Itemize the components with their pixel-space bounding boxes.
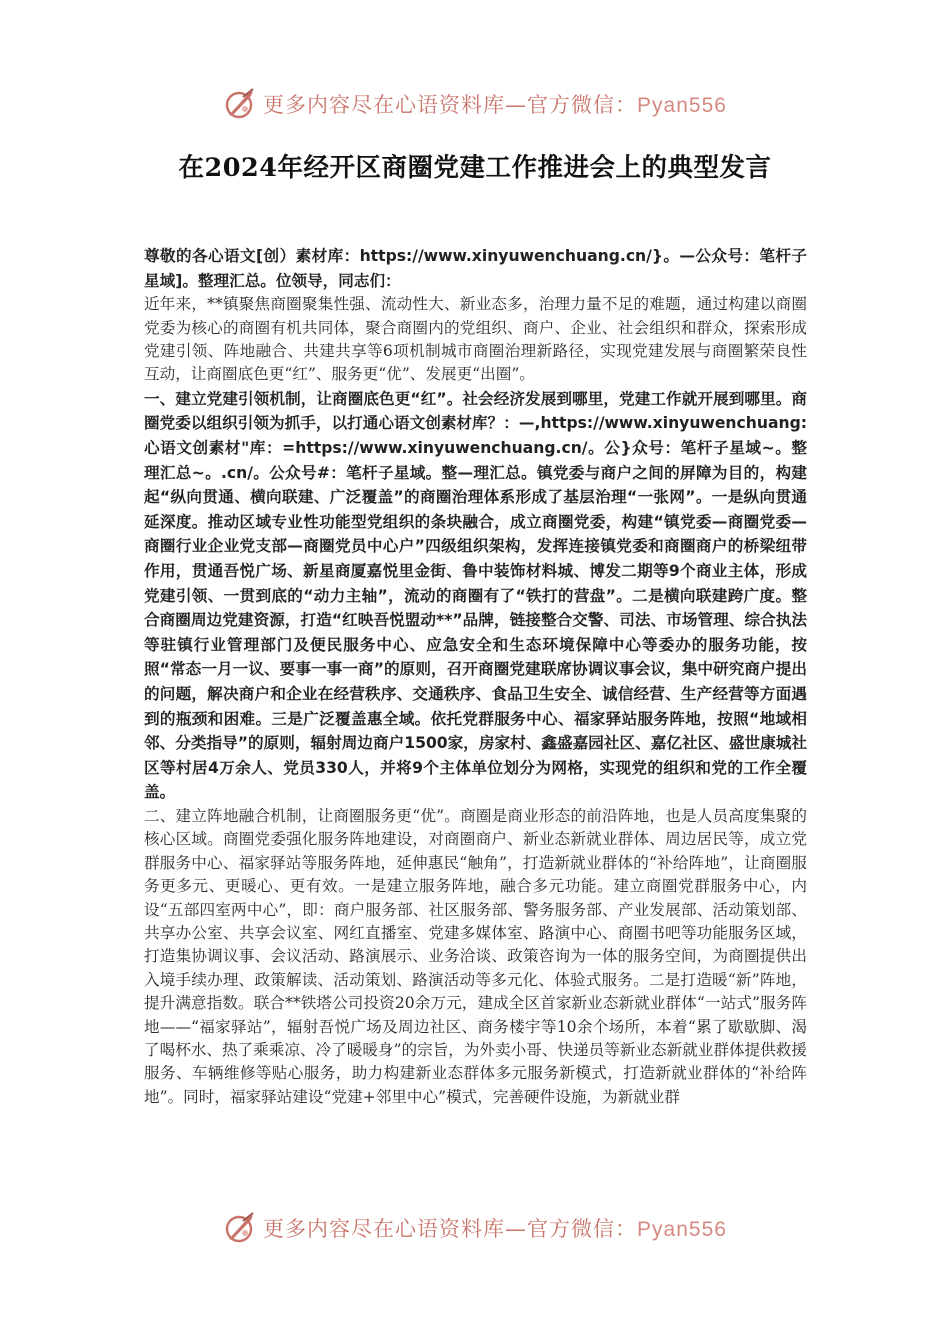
section-2-paragraph: 二、建立阵地融合机制，让商圈服务更“优”。商圈是商业形态的前沿阵地，也是人员高度集聚的核心区域。商圈党委强化服务阵地建设，对商圈商户、新业态新就业群体、周边居民等，成立党群服务中心、福家驿站等服务阵地，延伸惠民“触角”，打造新就业群体的“补给阵地”，让商圈服务更多元、更暖心、更有效。一是建立服务阵地，融合多元功能。建立商圈党群服务中心，内设“五部四室两中心”，即：商户服务部、社区服务部、警务服务部、产业发展部、活动策划部、共享办公室、共享会议室、网红直播室、党建多媒体室、路演中心、商圈书吧等功能服务区域，打造集协调议事、会议活动、路演展示、业务洽谈、政策咨询为一体的服务空间，为商圈提供出入境手续办理、政策解读、活动策划、路演活动等多元化、体验式服务。二是打造暖“新”阵地，提升满意指数。联合**铁塔公司投资20余万元，建成全区首家新业态新就业群体“一站式”服务阵地——“福家驿站”，辐射吾悦广场及周边社区、商务楼宇等10余个场所，本着“累了歇歇脚、渴了喝杯水、热了乘乘凉、冷了暖暖身”的宗旨，为外卖小哥、快递员等新业态新就业群体提供救援服务、车辆维修等贴心服务，助力构建新业态群体多元服务新模式，打造新就业群体的“补给阵地”。同时，福家驿站建设“党建+邻里中心”模式，完善硬件设施，为新就业群 — [144, 806, 807, 1106]
intro-paragraph: 近年来，**镇聚焦商圈聚集性强、流动性大、新业态多，治理力量不足的难题，通过构建以商圈党委为核心的商圈有机共同体，聚合商圈内的党组织、商户、企业、社会组织和群众，探索形成党建引领、阵地融合、共建共享等6项机制城市商圈治理新路径，实现党建发展与商圈繁荣良性互动，让商圈底色更“红”、服务更“优”、发展更“出圈”。 — [144, 295, 807, 384]
document-title: 在2024年经开区商圈党建工作推进会上的典型发言 — [178, 153, 772, 183]
quill-pen-logo-icon — [223, 1211, 257, 1245]
watermark-text: 更多内容尽在心语资料库—官方微信：Pyan556 — [263, 1217, 727, 1241]
watermark-text: 更多内容尽在心语资料库—官方微信：Pyan556 — [263, 93, 727, 117]
quill-pen-logo-icon — [223, 87, 257, 121]
greeting-paragraph: 尊敬的各心语文[创）素材库：https://www.xinyuwenchuang.cn/}。—公众号：笔杆子星域]。整理汇总。位领导，同志们： — [144, 247, 807, 290]
section-1-paragraph: 一、建立党建引领机制，让商圈底色更“红”。社会经济发展到哪里，党建工作就开展到哪里。商圈党委以组织引领为抓手，以打通心语文创素材库？：—,https://www.xinyuwenchuang:心语文创素材"库：=https://www.xinyuwenchuang.cn/。公}众号：笔杆子星域~。整理汇总~。.cn/。公众号#：笔杆子星域。整—理汇总。镇党委与商户之间的屏障为目的，构建起“纵向贯通、横向联建、广泛覆盖”的商圈治理体系形成了基层治理“一张网”。一是纵向贯通延深度。推动区域专业性功能型党组织的条块融合，成立商圈党委，构建“镇党委—商圈党委—商圈行业企业党支部—商圈党员中心户”四级组织架构，发挥连接镇党委和商圈商户的桥梁纽带作用，贯通吾悦广场、新星商厦嘉悦里金街、鲁中装饰材料城、博发二期等9个商业主体，形成党建引领、一贯到底的“动力主轴”，流动的商圈有了“铁打的营盘”。二是横向联建跨广度。整合商圈周边党建资源，打造“红映吾悦盟动**”品牌，链接整合交警、司法、市场管理、综合执法等驻镇行业管理部门及便民服务中心、应急安全和生态环境保障中心等委办的服务功能，按照“常态一月一议、要事一事一商”的原则，召开商圈党建联席协调议事会议，集中研究商户提出的问题，解决商户和企业在经营秩序、交通秩序、食品卫生安全、诚信经营、生产经营等方面遇到的瓶颈和困难。三是广泛覆盖惠全域。依托党群服务中心、福家驿站服务阵地，按照“地域相邻、分类指导”的原则，辐射周边商户1500家，房家村、鑫盛嘉园社区、嘉亿社区、盛世康城社区等村居4万余人、党员330人，并将9个主体单位划分为网格，实现党的组织和党的工作全覆盖。 — [144, 389, 807, 802]
document-body — [144, 244, 807, 1109]
footer-watermark-banner — [0, 1206, 950, 1250]
header-watermark-banner — [0, 82, 950, 126]
